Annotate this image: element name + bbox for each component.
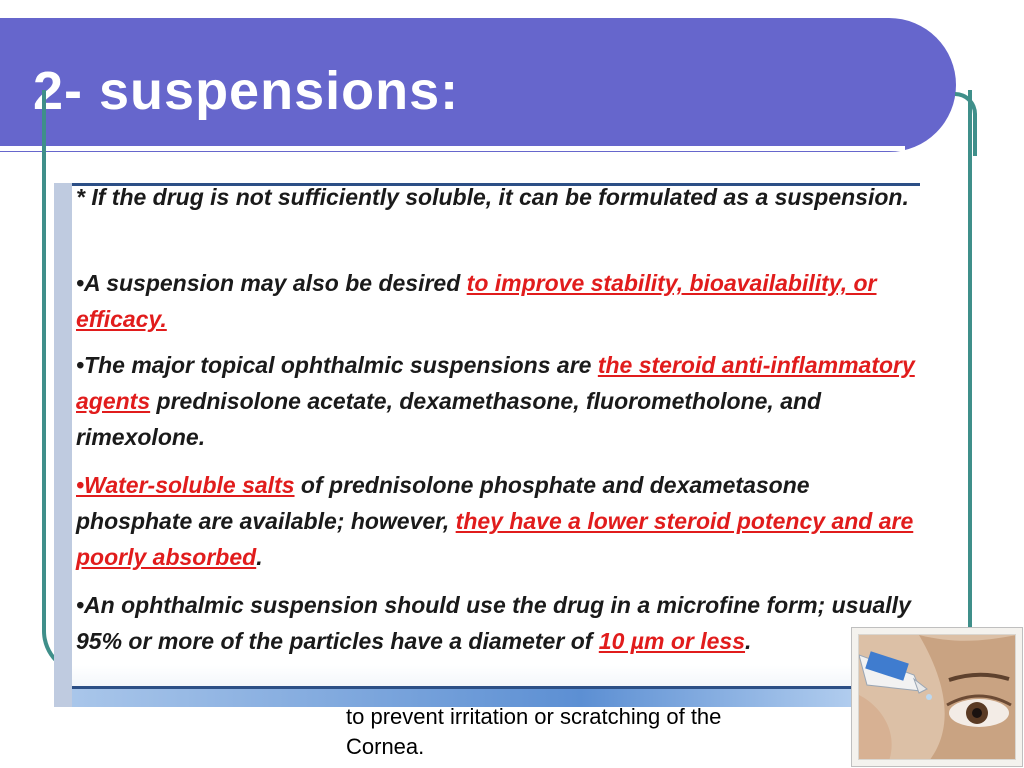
text-run: * If the drug is not sufficiently soluble, it can be formulated as a suspension. xyxy=(76,184,909,210)
highlighted-text: 10 µm or less xyxy=(598,628,746,654)
paragraph-2 xyxy=(76,265,920,337)
highlighted-text: to improve stability, bioavailability, or efficacy. xyxy=(76,270,877,332)
paragraph-3 xyxy=(76,347,920,455)
caption-line: to prevent irritation or scratching of the xyxy=(346,704,722,729)
caption xyxy=(346,702,846,762)
text-run: •The major topical ophthalmic suspensions are xyxy=(76,352,598,378)
slide-title: 2- suspensions: xyxy=(33,61,460,121)
paragraph-5 xyxy=(76,587,920,659)
paragraph-4 xyxy=(76,467,920,575)
highlighted-text: they have a lower steroid potency and are poorly absorbed xyxy=(76,508,914,570)
text-run: •A suspension may also be desired xyxy=(76,270,467,296)
eye-drop-photo xyxy=(851,627,1023,767)
slide-frame-corner xyxy=(955,92,977,156)
photo-frame xyxy=(858,634,1016,760)
text-run: . xyxy=(745,628,752,654)
eye-drop-illustration xyxy=(859,635,1016,760)
highlighted-text: •Water-soluble salts xyxy=(76,472,295,498)
text-run: . xyxy=(256,544,263,570)
highlighted-text: the steroid anti-inflammatory agents xyxy=(76,352,915,414)
text-run: of prednisolone phosphate and dexametasone phosphate are available; however, xyxy=(76,472,810,534)
paragraph-1 xyxy=(76,183,920,215)
content-panel xyxy=(54,183,920,707)
text-run: prednisolone acetate, dexamethasone, fluorometholone, and rimexolone. xyxy=(76,388,822,450)
text-run: •An ophthalmic suspension should use the drug in a microfine form; usually 95% or more of the particles have a diameter of xyxy=(76,592,911,654)
caption-line: Cornea. xyxy=(346,734,425,759)
